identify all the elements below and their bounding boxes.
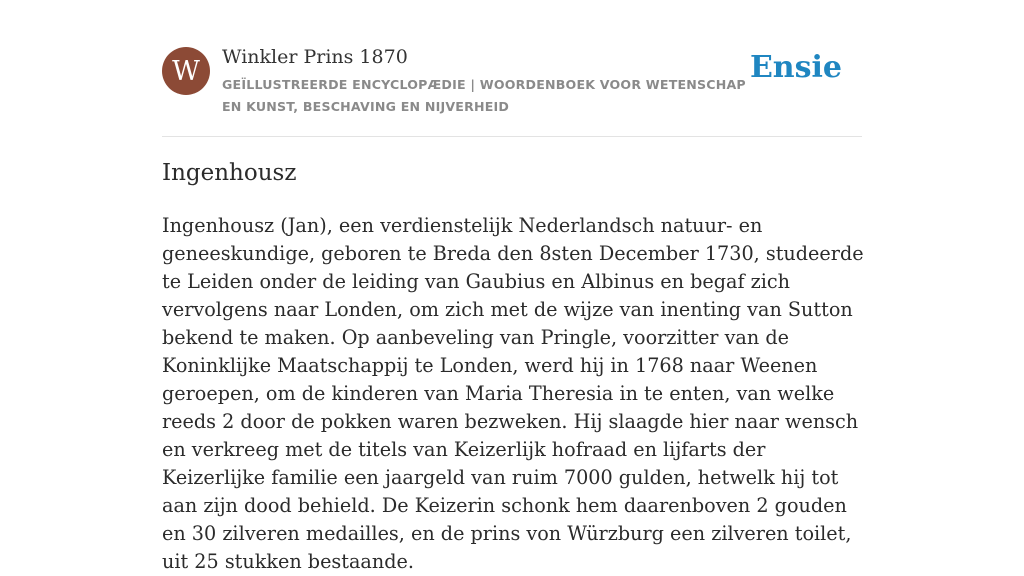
source-header: [162, 44, 862, 137]
source-title[interactable]: Winkler Prins 1870: [222, 46, 408, 68]
ensie-logo[interactable]: Ensie: [749, 50, 842, 85]
source-avatar: [162, 47, 210, 95]
source-subtitle: GEÏLLUSTREERDE ENCYCLOPÆDIE | WOORDENBOEK VOOR WETENSCHAP EN KUNST, BESCHAVING EN NIJVERHEID: [222, 77, 746, 114]
avatar-letter: W: [172, 55, 200, 87]
entry-body: Ingenhousz (Jan), een verdienstelijk Nederlandsch natuur- en geneeskundige, geboren te Breda den 8sten December 1730, studeerde te Leiden onder de leiding van Gaubius en Albinus en begaf zich vervolgens naar Londen, om zich met de wijze van inenting van Sutton bekend te maken. Op aanbeveling van Pringle, voorzitter van de Koninklijke Maatschappij te Londen, werd hij in 1768 naar Weenen geroepen, om de kinderen van Maria Theresia in te enten, van welke reeds 2 door de pokken waren bezweken. Hij slaagde hier naar wensch en verkreeg met de titels van Keizerlijk hofraad en lijfarts der Keizerlijke familie een jaargeld van ruim 7000 gulden, hetwelk hij tot aan zijn dood behield. De Keizerin schonk hem daarenboven 2 gouden en 30 zilveren medailles, en de prins von Würzburg een zilveren toilet, uit 25 stukken bestaande.: [162, 214, 864, 573]
entry-title: Ingenhousz: [162, 160, 297, 186]
